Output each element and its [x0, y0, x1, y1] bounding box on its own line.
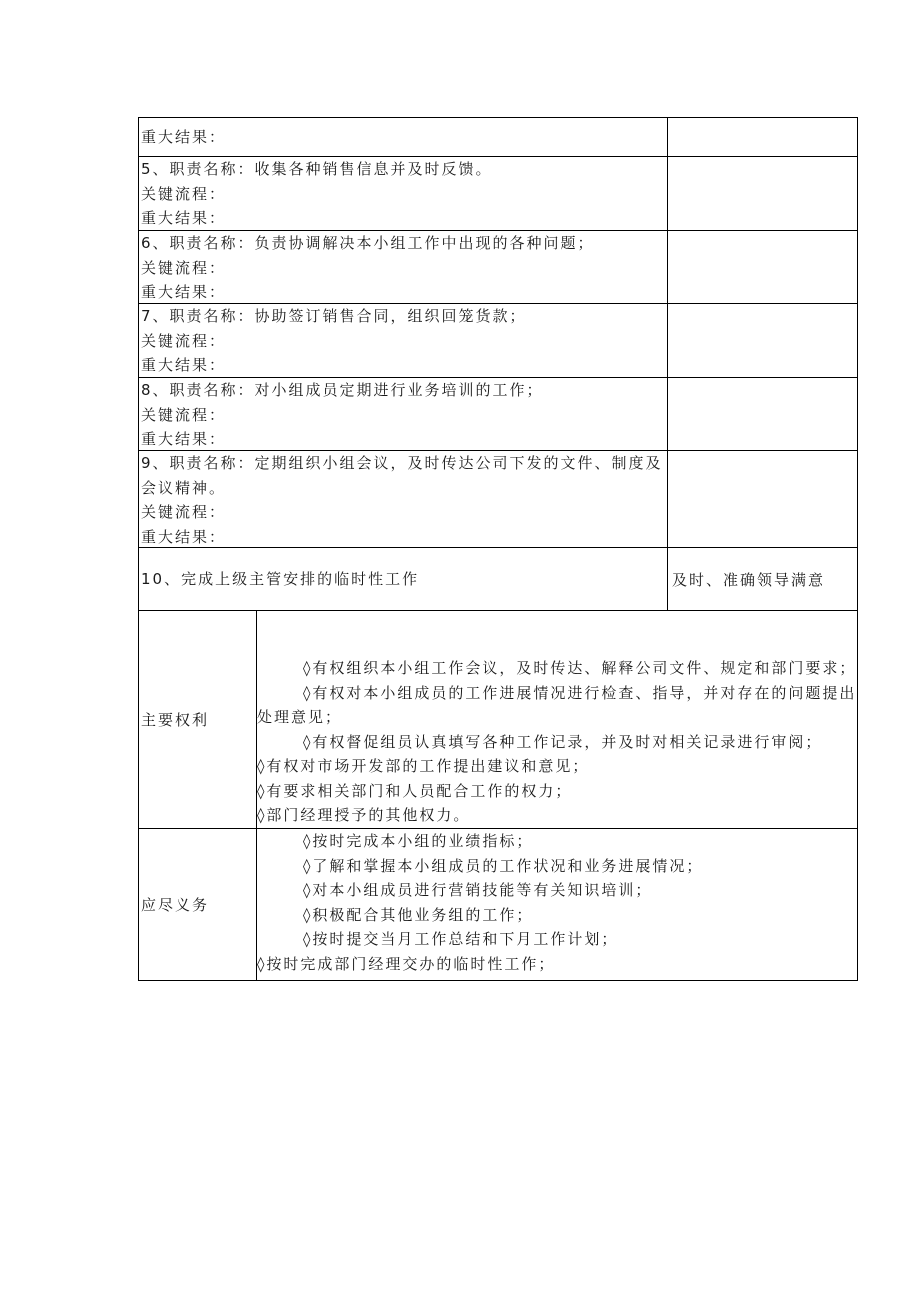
table-row	[139, 450, 857, 547]
standard-text: 及时、准确领导满意	[672, 570, 826, 589]
duty-title: 7、职责名称：协助签订销售合同，组织回笼货款；	[141, 307, 527, 325]
rights-item: ◊有权对本小组成员的工作进展情况进行检查、指导，并对存在的问题提出	[303, 683, 857, 702]
major-result-label: 重大结果：	[141, 430, 227, 448]
duty-cell	[139, 304, 668, 377]
standard-cell	[668, 378, 857, 450]
duties-label: 应尽义务	[141, 896, 210, 914]
rights-label: 主要权利	[141, 711, 210, 729]
major-result-label: 重大结果：	[141, 209, 227, 227]
table-row	[139, 156, 857, 230]
duty-title: 6、职责名称：负责协调解决本小组工作中出现的各种问题；	[141, 234, 595, 252]
duty-cell	[139, 378, 668, 450]
duties-item: ◊对本小组成员进行营销技能等有关知识培训；	[303, 881, 653, 899]
rights-label-cell	[139, 611, 257, 828]
duties-item: ◊了解和掌握本小组成员的工作状况和业务进展情况；	[303, 856, 704, 875]
major-result-label: 重大结果：	[141, 527, 227, 546]
key-process-label: 关键流程：	[141, 258, 227, 277]
duty-cell	[139, 118, 668, 156]
key-process-label: 关键流程：	[141, 503, 227, 521]
duty-title-continued: 会议精神。	[141, 478, 227, 497]
duty-cell	[139, 231, 668, 303]
table-row	[139, 547, 857, 610]
duties-item: ◊按时完成本小组的业绩指标；	[303, 832, 534, 850]
standard-cell	[668, 451, 857, 547]
duty-title: 5、职责名称：收集各种销售信息并及时反馈。	[141, 160, 493, 178]
rights-item: ◊有权督促组员认真填写各种工作记录，并及时对相关记录进行审阅；	[303, 732, 823, 751]
duties-row	[139, 828, 857, 980]
key-process-label: 关键流程：	[141, 405, 227, 424]
key-process-label: 关键流程：	[141, 184, 227, 203]
duties-item: ◊按时提交当月工作总结和下月工作计划；	[303, 930, 619, 948]
rights-item: ◊有权组织本小组工作会议，及时传达、解释公司文件、规定和部门要求；	[303, 659, 857, 677]
table-row	[139, 377, 857, 450]
standard-cell	[668, 304, 857, 377]
duty-title: 10、完成上级主管安排的临时性工作	[141, 569, 420, 588]
duty-title: 9、职责名称：定期组织小组会议，及时传达公司下发的文件、制度及	[141, 454, 663, 472]
duties-item: ◊积极配合其他业务组的工作；	[303, 905, 534, 924]
major-result-label: 重大结果：	[141, 356, 227, 374]
duty-cell	[139, 451, 668, 547]
standard-cell	[668, 231, 857, 303]
standard-cell	[668, 548, 857, 610]
table-row	[139, 230, 857, 303]
duties-label-cell	[139, 829, 257, 980]
table-row	[139, 118, 857, 156]
duty-title: 8、职责名称：对小组成员定期进行业务培训的工作；	[141, 381, 544, 399]
major-result-label: 重大结果：	[141, 283, 227, 301]
duty-cell	[139, 548, 668, 610]
responsibility-table	[138, 117, 858, 981]
rights-item: 处理意见；	[257, 708, 343, 726]
standard-cell	[668, 118, 857, 156]
rights-content	[257, 611, 857, 828]
rights-item: ◊有权对市场开发部的工作提出建议和意见；	[257, 757, 590, 775]
key-process-label: 关键流程：	[141, 331, 227, 350]
rights-row	[139, 610, 857, 828]
duties-content	[257, 829, 857, 980]
rights-item: ◊有要求相关部门和人员配合工作的权力；	[257, 781, 573, 800]
rights-item: ◊部门经理授予的其他权力。	[257, 806, 471, 824]
standard-cell	[668, 157, 857, 230]
duty-line: 重大结果：	[141, 128, 227, 146]
duty-cell	[139, 157, 668, 230]
duties-item: ◊按时完成部门经理交办的临时性工作；	[257, 954, 556, 973]
table-row	[139, 303, 857, 377]
